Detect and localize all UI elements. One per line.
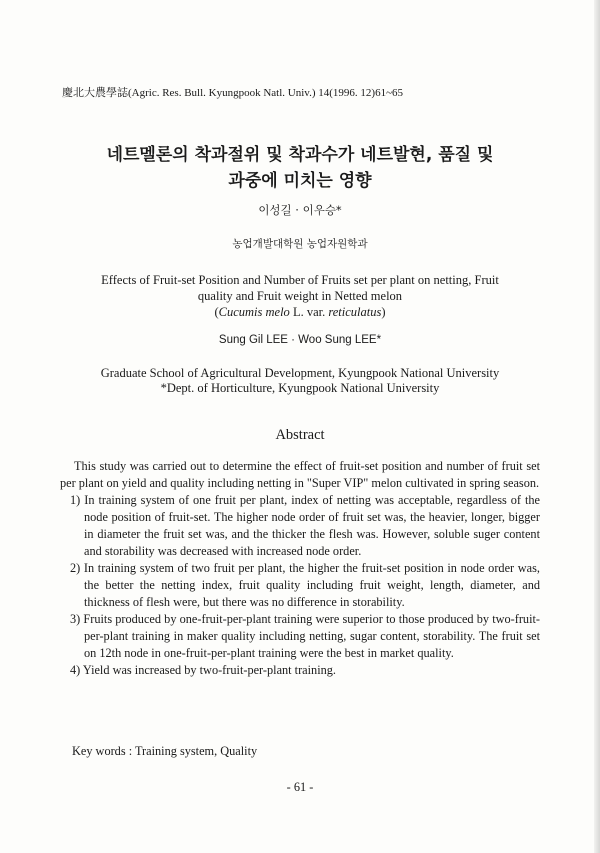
english-affiliation (60, 366, 540, 396)
title-var-text: L. var. (289, 305, 329, 319)
abstract-findings-list (60, 492, 540, 679)
korean-title (60, 142, 540, 194)
korean-title-line-2: 과중에 미치는 영향 (228, 171, 372, 191)
abstract-finding-2: 2) In training system of two fruit per plant, the higher the fruit-set position in node order was, the better the netting index, fruit quality including fruit weight, length, diameter, and thickness of flesh were, but there was no difference in storability. (70, 561, 540, 609)
abstract-finding-1: 1) In training system of one fruit per plant, index of netting was acceptable, regardless of the node position of fruit-set. The higher node order of fruit set was, the heavier, longer, bigger in diameter the fruit set was, and the thicker the flesh was. However, soluble suger content and storability was decreased with increased node order. (70, 493, 540, 558)
abstract-finding-4: 4) Yield was increased by two-fruit-per-plant training. (70, 663, 336, 677)
english-affiliation-line-2: *Dept. of Horticulture, Kyungpook National University (160, 381, 440, 395)
english-title (60, 272, 540, 320)
english-affiliation-line-1: Graduate School of Agricultural Development, Kyungpook National University (100, 366, 500, 380)
variety-name: reticulatus (328, 305, 382, 319)
keywords: Key words : Training system, Quality (72, 744, 258, 758)
abstract-finding-3: 3) Fruits produced by one-fruit-per-plant training were superior to those produced by two-fruit-per-plant training in maker quality including netting, sugar content, storability. The fruit set on 12th node in one-fruit-per-plant training were the best in market quality. (70, 612, 540, 660)
title-paren-open: ( (214, 305, 219, 319)
english-authors: Sung Gil LEE · Woo Sung LEE* (218, 334, 382, 346)
english-title-line-2: quality and Fruit weight in Netted melon (197, 289, 403, 303)
journal-citation: 慶北大農學誌(Agric. Res. Bull. Kyungpook Natl. Univ.) 14(1996. 12)61~65 (62, 87, 404, 99)
page-number: - 61 - (286, 780, 314, 794)
abstract-body (60, 458, 540, 679)
english-title-line-3 (60, 304, 540, 320)
english-title-line-1: Effects of Fruit-set Position and Number of Fruits set per plant on netting, Fruit (101, 273, 499, 287)
scientific-name: Cucumis melo (218, 305, 290, 319)
abstract-heading: Abstract (275, 427, 325, 443)
title-paren-close: ) (381, 305, 386, 319)
abstract-intro: This study was carried out to determine the effect of fruit-set position and number of fruit set per plant on yield and quality including netting in "Super VIP" melon cultivated in spring season. (60, 459, 540, 490)
korean-title-line-1: 네트멜론의 착과절위 및 착과수가 네트발현, 품질 및 (106, 145, 494, 165)
korean-affiliation: 농업개발대학원 농업자원학과 (232, 238, 368, 250)
korean-authors: 이성길 · 이우승* (258, 203, 342, 217)
scan-edge-shadow (594, 0, 600, 853)
